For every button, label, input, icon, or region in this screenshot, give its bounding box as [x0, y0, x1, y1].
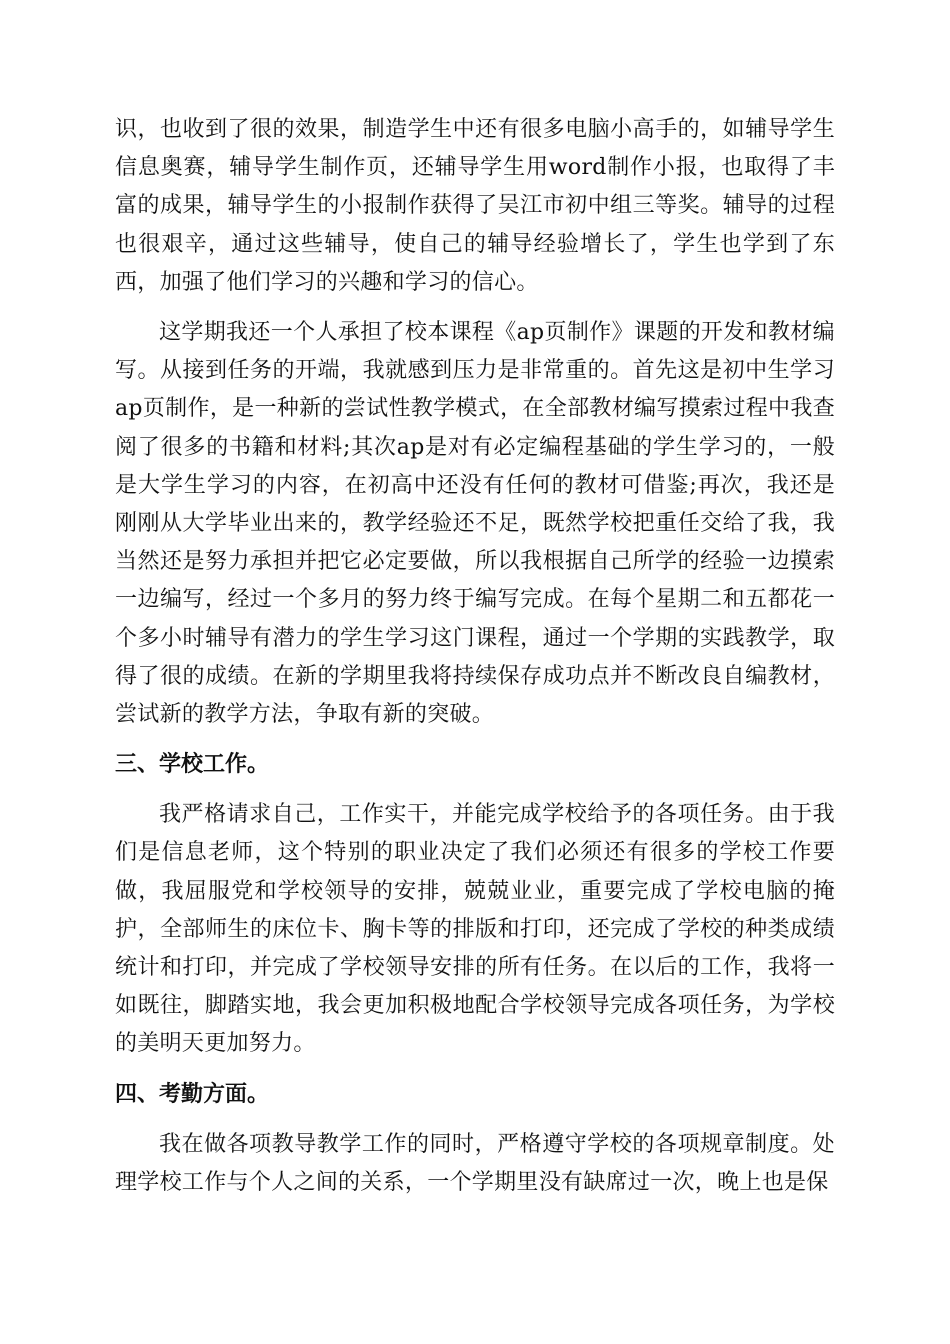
heading-school-work: 三、学校工作。	[115, 752, 270, 778]
paragraph-attendance: 我在做各项教导教学工作的同时，严格遵守学校的各项规章制度。处理学校工作与个人之间的关系，一个学期里没有缺席过一次，晚上也是保	[115, 1131, 835, 1195]
paragraph-school-work: 我严格请求自己，工作实干，并能完成学校给予的各项任务。由于我们是信息老师，这个特别的职业决定了我们必须还有很多的学校工作要做，我屈服党和学校领导的安排，兢兢业业，重要完成了学校电脑的掩护，全部师生的床位卡、胸卡等的排版和打印，还完成了学校的种类成绩统计和打印，并完成了学校领导安排的所有任务。在以后的工作，我将一如既往，脚踏实地，我会更加积极地配合学校领导完成各项任务，为学校的美明天更加努力。	[115, 802, 835, 1057]
heading-attendance: 四、考勤方面。	[115, 1081, 270, 1107]
paragraph-tutoring: 识，也收到了很的效果，制造学生中还有很多电脑小高手的，如辅导学生信息奥赛，辅导学生制作页，还辅导学生用word制作小报，也取得了丰富的成果，辅导学生的小报制作获得了吴江市初中组三等奖。辅导的过程也很艰辛，通过这些辅导，使自己的辅导经验增长了，学生也学到了东西，加强了他们学习的兴趣和学习的信心。	[115, 117, 835, 295]
paragraph-course-development: 这学期我还一个人承担了校本课程《ap页制作》课题的开发和教材编写。从接到任务的开端，我就感到压力是非常重的。首先这是初中生学习ap页制作，是一种新的尝试性教学模式，在全部教材编写摸索过程中我查阅了很多的书籍和材料;其次ap是对有必定编程基础的学生学习的，一般是大学生学习的内容，在初高中还没有任何的教材可借鉴;再次，我还是刚刚从大学毕业出来的，教学经验还不足，既然学校把重任交给了我，我当然还是努力承担并把它必定要做，所以我根据自己所学的经验一边摸索一边编写，经过一个多月的努力终于编写完成。在每个星期二和五都花一个多小时辅导有潜力的学生学习这门课程，通过一个学期的实践教学，取得了很的成绩。在新的学期里我将持续保存成功点并不断改良自编教材，尝试新的教学方法，争取有新的突破。	[115, 320, 835, 728]
document-page	[115, 111, 835, 1202]
